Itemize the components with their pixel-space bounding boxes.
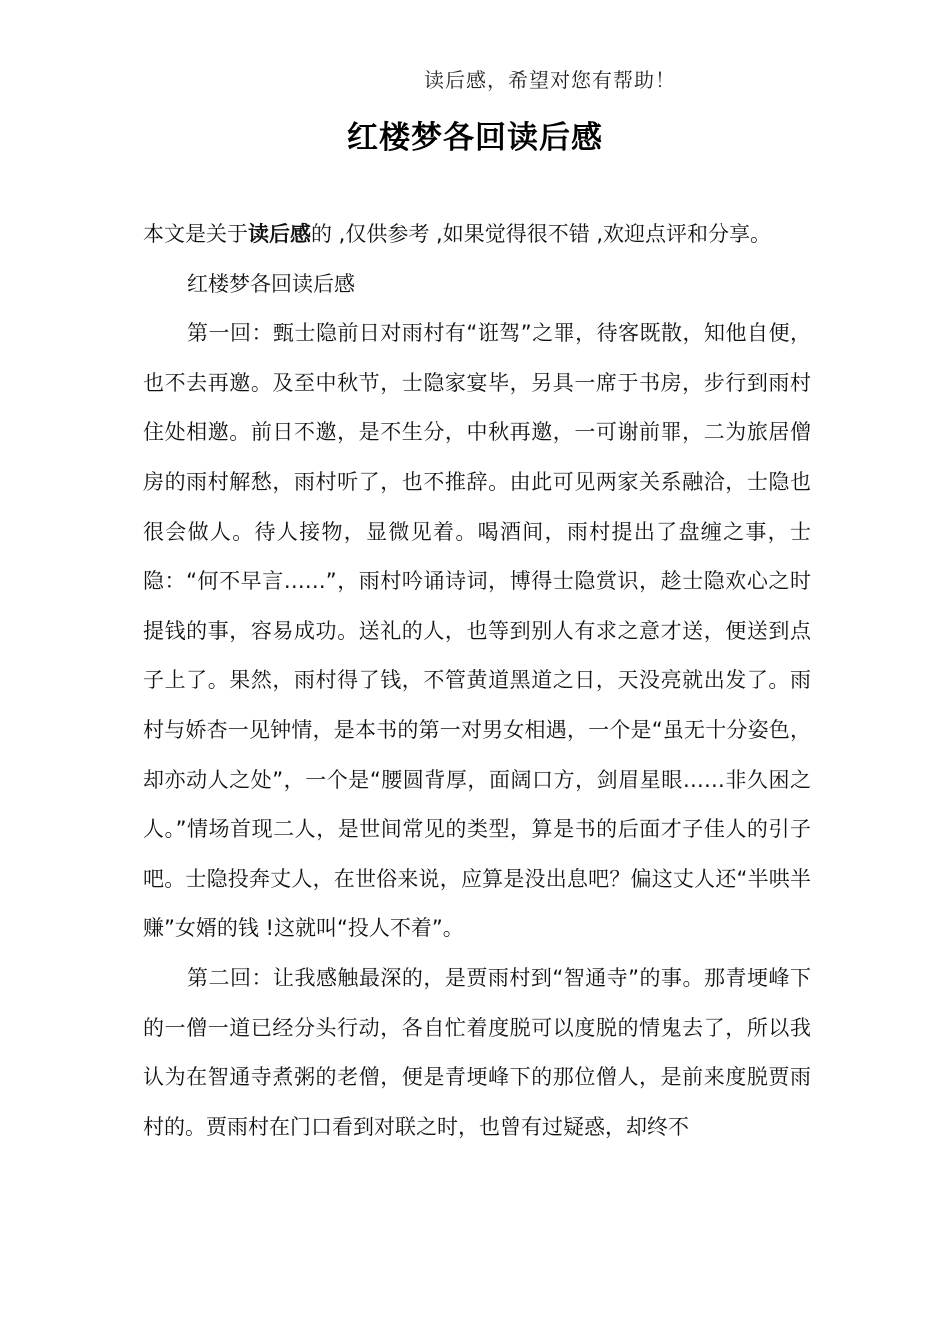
subtitle-paragraph: 红楼梦各回读后感 [187,271,355,296]
intro-suffix: 的 ,仅供参考 ,如果觉得很不错 ,欢迎点评和分享。 [311,222,772,246]
chapter-2-paragraph: 第二回：让我感触最深的，是贾雨村到“智通寺”的事。那青埂峰下的一僧一道已经分头行动，各自忙着度脱可以度脱的情鬼去了，所以我认为在智通寺煮粥的老僧，便是青埂峰下的那位僧人，是前来度脱贾雨村的。贾雨村在门口看到对联之时，也曾有过疑惑，却终不 [143,965,811,1139]
document-title: 红楼梦各回读后感 [347,120,603,156]
intro-bold-term: 读后感 [248,222,311,246]
chapter-1-paragraph: 第一回：甄士隐前日对雨村有“诳驾”之罪，待客既散，知他自便，也不去再邀。及至中秋节，士隐家宴毕，另具一席于书房，步行到雨村住处相邀。前日不邀，是不生分，中秋再邀，一可谢前罪，二为旅居僧房的雨村解愁，雨村听了，也不推辞。由此可见两家关系融洽，士隐也很会做人。待人接物，显微见着。喝酒间，雨村提出了盘缠之事，士隐：“何不早言……”，雨村吟诵诗词，博得士隐赏识，趁士隐欢心之时提钱的事，容易成功。送礼的人，也等到别人有求之意才送，便送到点子上了。果然，雨村得了钱，不管黄道黑道之日，天没亮就出发了。雨村与娇杏一见钟情，是本书的第一对男女相遇，一个是“虽无十分姿色，却亦动人之处”，一个是“腰圆背厚，面阔口方，剑眉星眼……非久困之人。”情场首现二人，是世间常见的类型，算是书的后面才子佳人的引子吧。士隐投奔丈人，在世俗来说，应算是没出息吧？偏这丈人还“半哄半赚”女婿的钱 !这就叫“投人不着”。 [143,321,811,941]
intro-prefix: 本文是关于 [143,222,248,246]
header-note: 读后感，希望对您有帮助！ [424,68,676,92]
intro-paragraph [143,210,811,260]
document-body [143,210,811,1152]
